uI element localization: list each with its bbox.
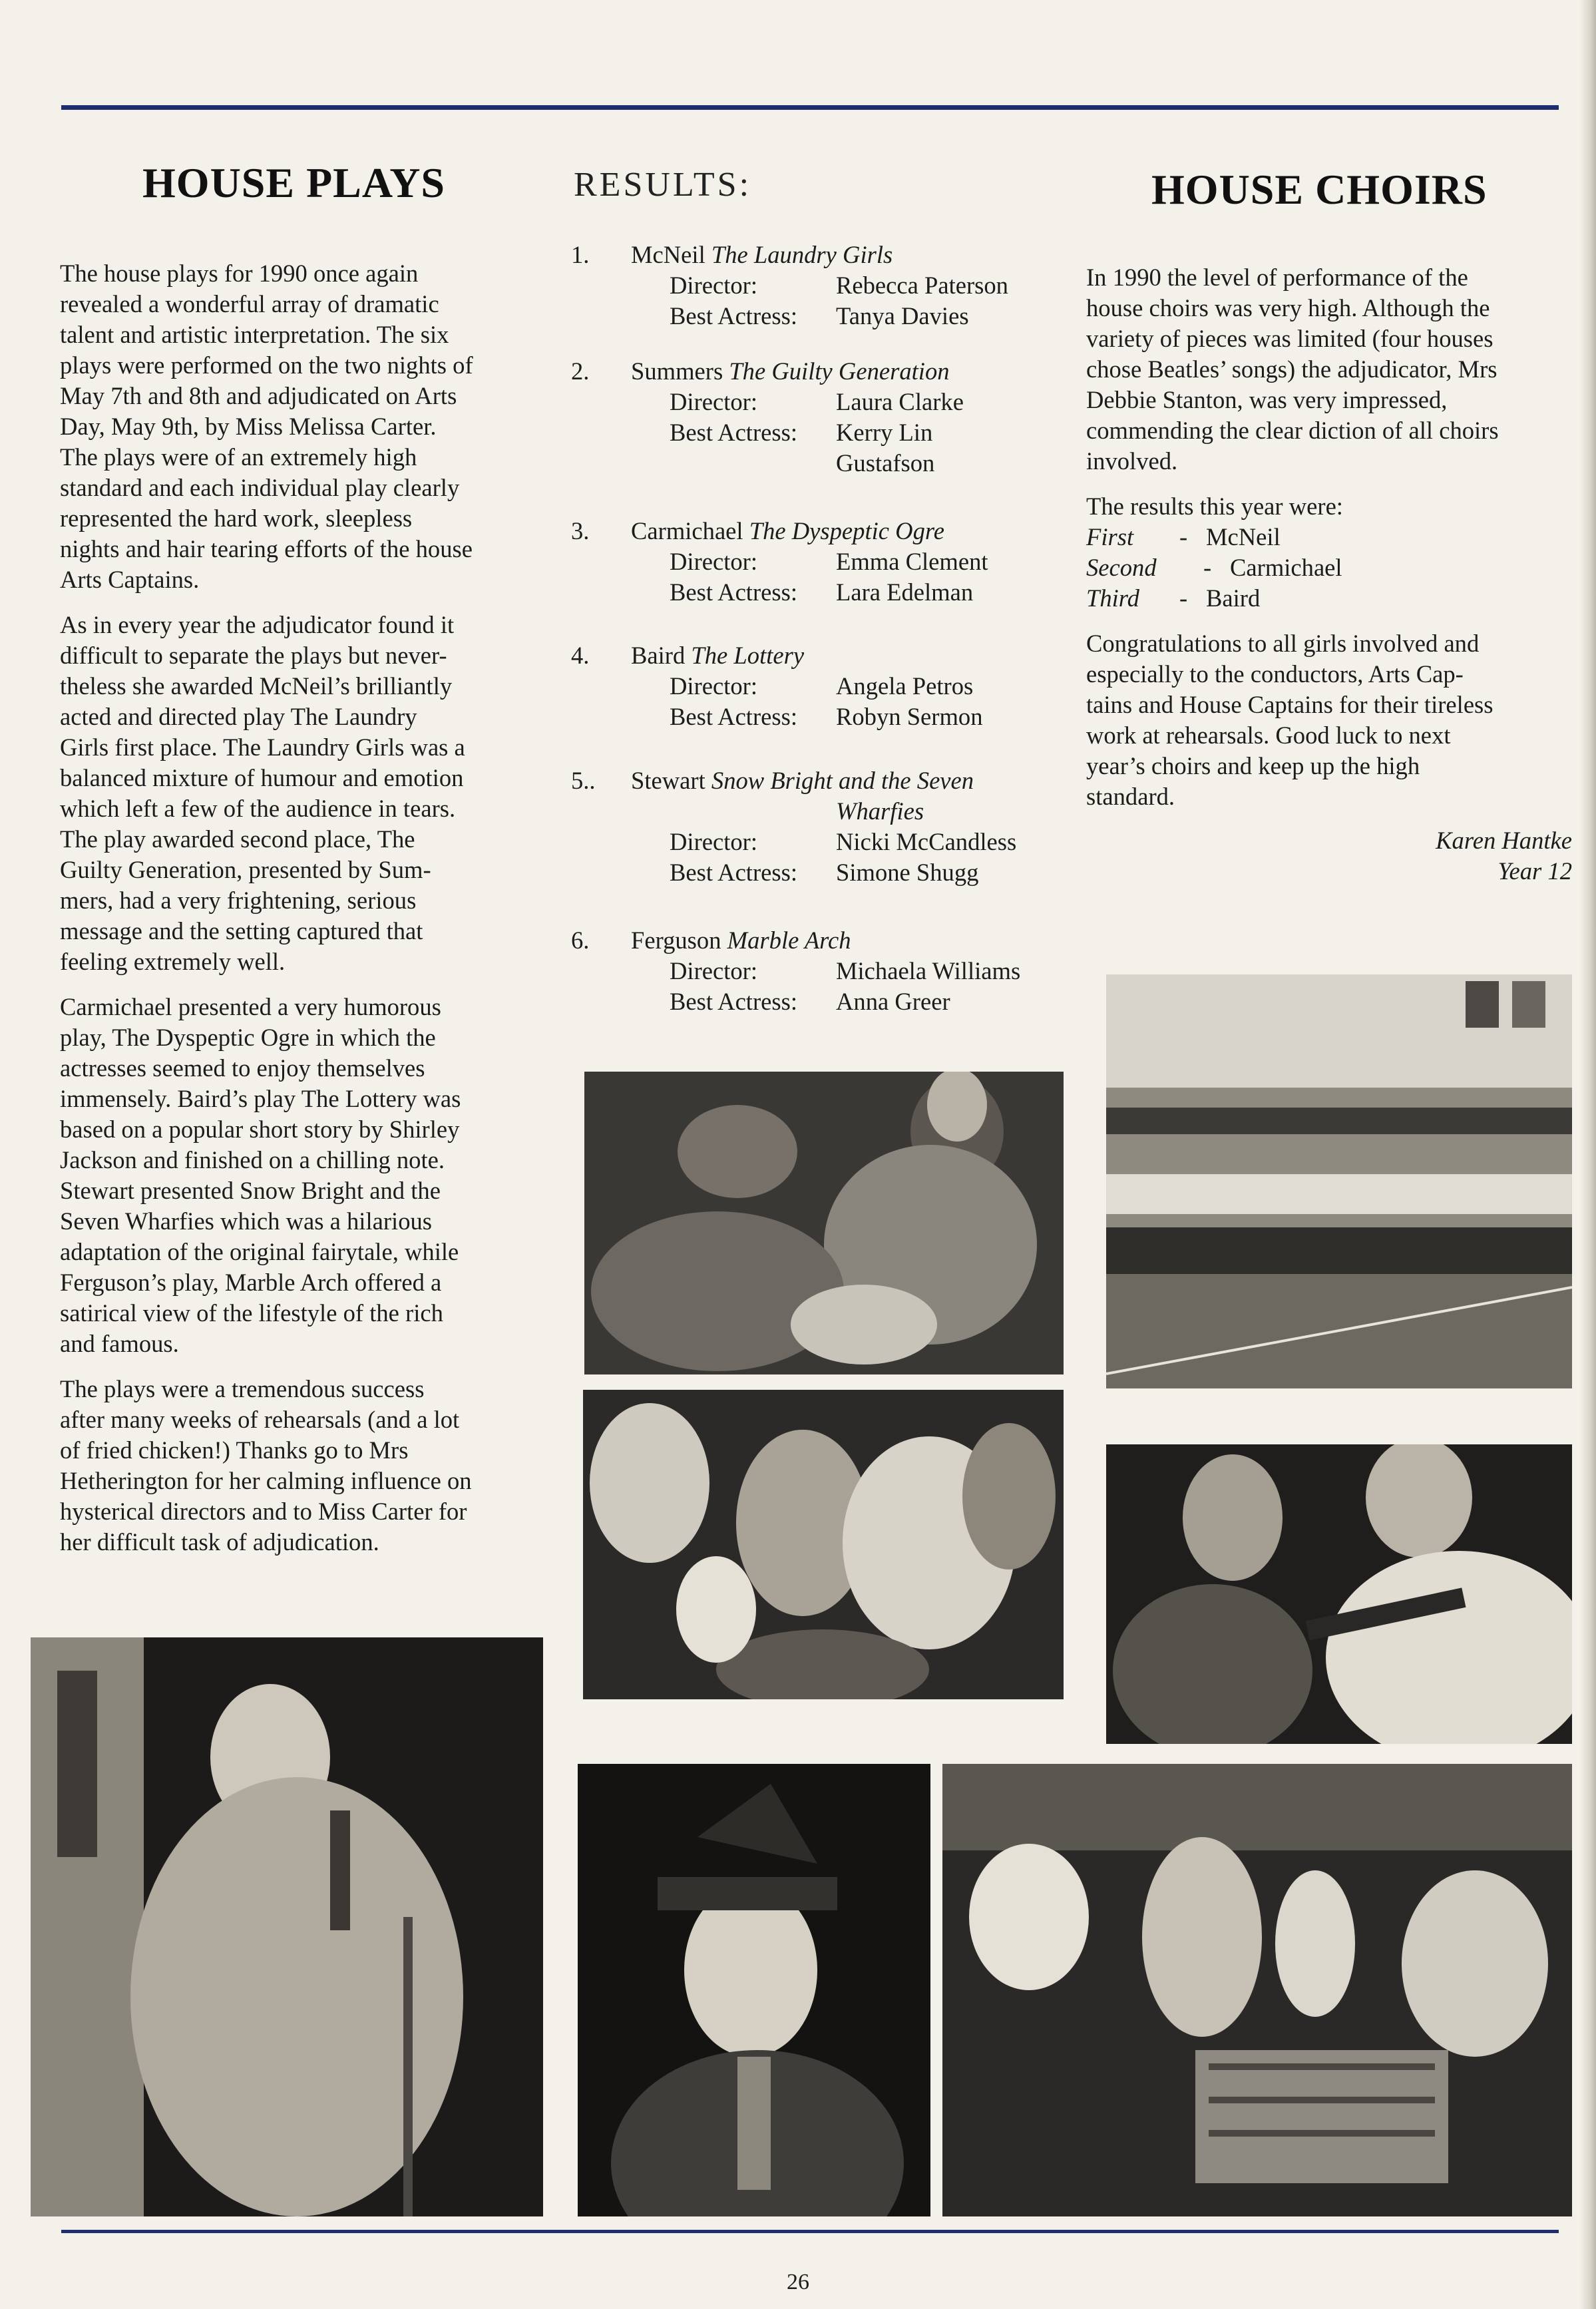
text-line: The house plays for 1990 once again [60,260,419,287]
text-line: house choirs was very high. Although the [1086,294,1490,321]
house-choirs-paragraph [1086,262,1572,477]
text-line: difficult to separate the plays but never- [60,642,447,669]
text-line: standard. [1086,783,1175,810]
text-line: Guilty Generation, presented by Sum- [60,856,431,883]
choir-placing [1086,583,1572,614]
text-line: mers, had a very frightening, serious [60,887,417,914]
house-plays-paragraph [60,992,552,1359]
best-actress-name: Kerry Lin [836,419,933,446]
text-line: actresses seemed to enjoy themselves [60,1054,425,1082]
text-line: theless she awarded McNeil’s brilliantly [60,672,453,700]
director-name: Angela Petros [836,672,974,700]
choir-results [1086,491,1572,614]
best-actress-label: Best Actress: [670,419,798,446]
choir-placing [1086,552,1572,583]
text-line: The play awarded second place, The [60,825,415,853]
best-actress-label: Best Actress: [670,302,798,329]
house-plays-paragraph [60,1374,552,1558]
text-line: of fried chicken!) Thanks go to Mrs [60,1436,409,1464]
director-label: Director: [670,272,758,299]
best-actress-label: Best Actress: [670,703,798,730]
text-line: chose Beatles’ songs) the adjudicator, Mrs [1086,355,1497,383]
text-line: May 7th and 8th and adjudicated on Arts [60,382,457,409]
page-spine-shadow [1580,0,1596,2309]
text-line: work at rehearsals. Good luck to next [1086,722,1451,749]
photo-house-choir [1106,974,1572,1388]
text-line: Arts Captains. [60,566,200,593]
placing-house: McNeil [1206,523,1281,550]
result-number: 6. [571,927,590,954]
result-number: 5.. [571,767,596,794]
text-line: As in every year the adjudicator found it [60,611,455,638]
result-play-title-cont: Wharfies [836,797,924,825]
text-line: commending the clear diction of all choirs [1086,417,1499,444]
bottom-rule [61,2230,1559,2233]
placing-rank: First [1086,523,1134,550]
text-line: revealed a wonderful array of dramatic [60,290,439,317]
result-number: 4. [571,642,590,669]
text-line: satirical view of the lifestyle of the rich [60,1299,443,1327]
director-name: Rebecca Paterson [836,272,1008,299]
text-line: immensely. Baird’s play The Lottery was [60,1085,461,1112]
director-label: Director: [670,388,758,415]
photo-play-group-scene [583,1390,1064,1699]
director-name: Nicki McCandless [836,828,1017,855]
text-line: Carmichael presented a very humorous [60,993,441,1020]
best-actress-name: Robyn Sermon [836,703,983,730]
placing-rank: Second [1086,554,1157,581]
placing-separator: - [1179,523,1188,550]
best-actress-label: Best Actress: [670,578,798,606]
text-line: Hetherington for her calming influence on [60,1467,472,1494]
house-choirs-paragraph [1086,628,1572,812]
text-line: Girls first place. The Laundry Girls was a [60,734,465,761]
result-house: Summers [631,357,723,385]
text-line: The plays were a tremendous success [60,1375,425,1402]
choir-results-intro: The results this year were: [1086,493,1343,520]
result-play-title: The Guilty Generation [729,357,950,385]
house-choirs-heading: HOUSE CHOIRS [1151,166,1488,213]
text-line: acted and directed play The Laundry [60,703,417,730]
best-actress-label: Best Actress: [670,988,798,1015]
photo-actor-with-cane [31,1637,543,2216]
text-line: which left a few of the audience in tears. [60,795,456,822]
text-line: hysterical directors and to Miss Carter for [60,1498,467,1525]
result-house: McNeil [631,241,705,268]
placing-separator: - [1203,554,1212,581]
text-line: Seven Wharfies which was a hilarious [60,1207,433,1235]
photo-play-actors-singing [1106,1444,1572,1744]
result-house: Baird [631,642,686,669]
page-number: 26 [787,2270,809,2294]
photo-play-scene-floor [584,1072,1064,1374]
placing-house: Baird [1206,584,1261,612]
director-label: Director: [670,957,758,984]
text-line: especially to the conductors, Arts Cap- [1086,660,1464,688]
text-line: tains and House Captains for their tireless [1086,691,1494,718]
result-house: Ferguson [631,927,721,954]
text-line: and famous. [60,1330,179,1357]
director-name: Michaela Williams [836,957,1021,984]
text-line: play, The Dyspeptic Ogre in which the [60,1024,436,1051]
text-line: Jackson and finished on a chilling note. [60,1146,445,1173]
house-choirs-article [1086,262,1572,887]
photo-laundry-scene [942,1764,1572,2216]
director-label: Director: [670,828,758,855]
text-line: feeling extremely well. [60,948,286,975]
house-plays-paragraph [60,610,552,977]
result-house-and-play [631,925,851,956]
text-line: balanced mixture of humour and emotion [60,764,464,791]
best-actress-name: Anna Greer [836,988,950,1015]
best-actress-name: Lara Edelman [836,578,974,606]
placing-house: Carmichael [1230,554,1342,581]
result-house-and-play [631,516,944,547]
top-rule [61,105,1559,110]
result-house-and-play [631,765,974,797]
result-play-title: The Dyspeptic Ogre [749,517,944,544]
director-name: Emma Clement [836,548,988,575]
text-line: Congratulations to all girls involved and [1086,630,1480,657]
result-play-title: The Laundry Girls [711,241,893,268]
director-label: Director: [670,672,758,700]
best-actress-label: Best Actress: [670,859,798,886]
result-play-title: The Lottery [691,642,805,669]
choir-placing [1086,522,1572,552]
result-play-title: Marble Arch [727,927,851,954]
text-line: adaptation of the original fairytale, while [60,1238,459,1265]
text-line: The plays were of an extremely high [60,443,417,471]
result-number: 2. [571,357,590,385]
text-line: nights and hair tearing efforts of the house [60,535,473,562]
text-line: Day, May 9th, by Miss Melissa Carter. [60,413,437,440]
result-house-and-play [631,356,950,387]
director-name: Laura Clarke [836,388,964,415]
result-number: 1. [571,241,590,268]
text-line: represented the hard work, sleepless [60,505,413,532]
result-house-and-play [631,240,893,271]
author-year: Year 12 [1497,857,1572,885]
text-line: year’s choirs and keep up the high [1086,752,1420,779]
results-heading: RESULTS: [574,166,752,204]
text-line: Stewart presented Snow Bright and the [60,1177,441,1204]
text-line: Ferguson’s play, Marble Arch offered a [60,1269,442,1296]
result-play-title: Snow Bright and the Seven [711,767,974,794]
house-plays-paragraph [60,258,552,595]
text-line: talent and artistic interpretation. The six [60,321,449,348]
text-line: In 1990 the level of performance of the [1086,264,1468,291]
house-plays-heading: HOUSE PLAYS [142,159,445,206]
text-line: based on a popular short story by Shirley [60,1116,460,1143]
author-name: Karen Hantke [1436,827,1572,854]
text-line: variety of pieces was limited (four houses [1086,325,1494,352]
text-line: her difficult task of adjudication. [60,1528,379,1556]
house-plays-article [60,258,552,1572]
text-line: involved. [1086,447,1178,475]
result-house: Carmichael [631,517,743,544]
placing-separator: - [1179,584,1188,612]
text-line: message and the setting captured that [60,917,423,945]
director-label: Director: [670,548,758,575]
best-actress-name: Tanya Davies [836,302,969,329]
author-signature [1086,825,1572,887]
text-line: after many weeks of rehearsals (and a lot [60,1406,460,1433]
result-number: 3. [571,517,590,544]
result-house-and-play [631,640,804,672]
text-line: plays were performed on the two nights of [60,351,473,379]
photo-actor-with-hat [578,1764,930,2216]
text-line: Debbie Stanton, was very impressed, [1086,386,1448,413]
result-house: Stewart [631,767,705,794]
best-actress-name-cont: Gustafson [836,449,935,477]
text-line: standard and each individual play clearly [60,474,460,501]
best-actress-name: Simone Shugg [836,859,979,886]
placing-rank: Third [1086,584,1139,612]
